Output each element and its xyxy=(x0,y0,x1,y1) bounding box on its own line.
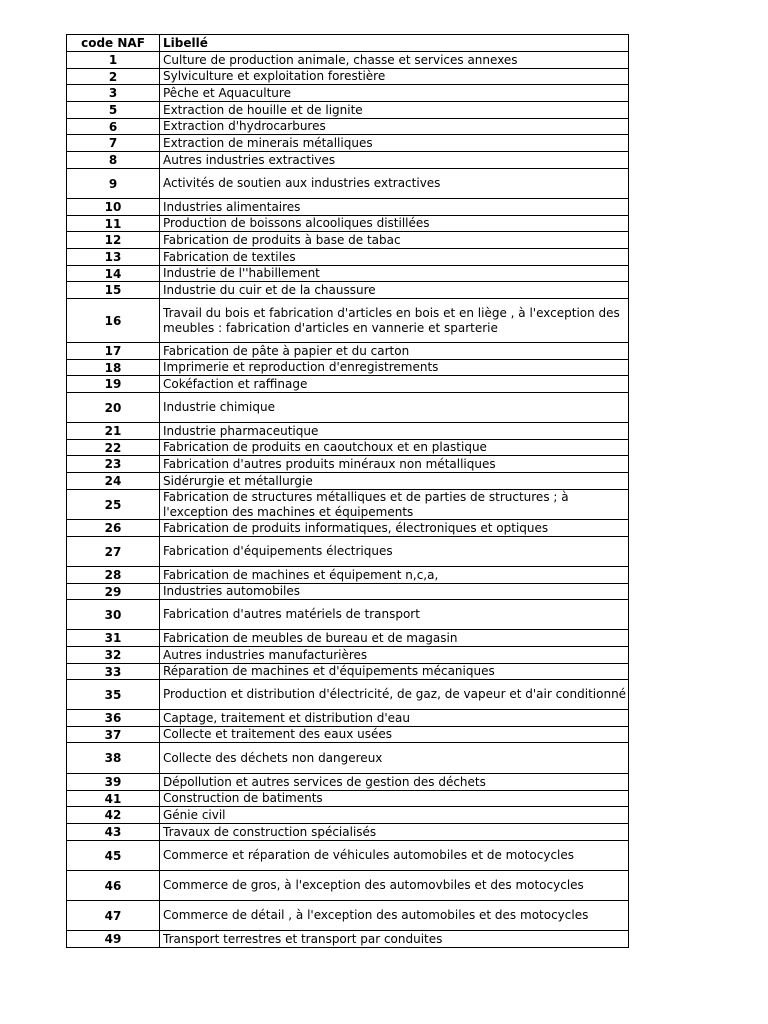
code-naf-cell: 3 xyxy=(67,85,160,101)
table-row xyxy=(67,630,628,647)
code-naf-cell: 43 xyxy=(67,824,160,840)
code-naf-cell: 9 xyxy=(67,169,160,198)
libelle-cell: Culture de production animale, chasse et services annexes xyxy=(163,52,518,67)
code-naf-cell: 30 xyxy=(67,600,160,629)
code-naf-cell: 33 xyxy=(67,664,160,679)
libelle-cell: Collecte des déchets non dangereux xyxy=(163,750,383,765)
code-naf-cell: 21 xyxy=(67,423,160,439)
libelle-cell: Fabrication d'équipements électriques xyxy=(163,544,393,558)
libelle-cell: Fabrication de machines et équipement n,c,a, xyxy=(163,567,439,582)
libelle-cell: Fabrication d'autres produits minéraux non métalliques xyxy=(163,456,496,471)
table-row xyxy=(67,343,628,360)
code-naf-cell: 20 xyxy=(67,393,160,422)
libelle-cell: Fabrication de produits à base de tabac xyxy=(163,232,401,247)
table-row xyxy=(67,69,628,85)
code-naf-cell: 29 xyxy=(67,584,160,599)
header-code-naf: code NAF xyxy=(67,35,160,51)
header-libelle: Libellé xyxy=(163,35,208,50)
table-row xyxy=(67,282,628,299)
libelle-cell: Pêche et Aquaculture xyxy=(163,85,291,100)
table-row xyxy=(67,490,628,520)
code-naf-cell: 11 xyxy=(67,216,160,231)
code-naf-cell: 31 xyxy=(67,630,160,646)
libelle-cell: Extraction d'hydrocarbures xyxy=(163,119,326,133)
libelle-cell: Industrie du cuir et de la chaussure xyxy=(163,282,376,297)
code-naf-cell: 38 xyxy=(67,743,160,773)
table-row xyxy=(67,600,628,630)
code-naf-cell: 37 xyxy=(67,727,160,742)
code-naf-cell: 19 xyxy=(67,376,160,392)
code-naf-cell: 27 xyxy=(67,537,160,566)
table-row xyxy=(67,791,628,807)
table-row xyxy=(67,440,628,456)
table-row xyxy=(67,710,628,727)
table-row xyxy=(67,249,628,266)
code-naf-cell: 35 xyxy=(67,680,160,709)
libelle-cell: Fabrication de textiles xyxy=(163,249,296,264)
table-row xyxy=(67,537,628,567)
table-row xyxy=(67,871,628,901)
libelle-cell: Extraction de houille et de lignite xyxy=(163,102,363,117)
libelle-cell: Industrie de l''habillement xyxy=(163,266,320,280)
libelle-cell: Fabrication de structures métalliques et de parties de structures ; à l'exception des machines et équipements xyxy=(163,489,569,519)
table-row xyxy=(67,931,628,947)
code-naf-cell: 39 xyxy=(67,774,160,790)
table-row xyxy=(67,841,628,871)
table-row xyxy=(67,135,628,152)
libelle-cell: Production et distribution d'électricité, de gaz, de vapeur et d'air conditionné xyxy=(163,687,627,701)
table-row xyxy=(67,584,628,600)
naf-code-table xyxy=(66,34,629,948)
table-row xyxy=(67,567,628,584)
table-row xyxy=(67,199,628,216)
code-naf-cell: 2 xyxy=(67,69,160,84)
libelle-cell: Captage, traitement et distribution d'eau xyxy=(163,710,411,725)
libelle-cell: Collecte et traitement des eaux usées xyxy=(163,727,392,741)
code-naf-cell: 23 xyxy=(67,456,160,472)
code-naf-cell: 47 xyxy=(67,901,160,930)
libelle-cell: Dépollution et autres services de gestion des déchets xyxy=(163,774,486,789)
table-row xyxy=(67,743,628,774)
table-row xyxy=(67,647,628,664)
table-row xyxy=(67,680,628,710)
code-naf-cell: 10 xyxy=(67,199,160,215)
table-row xyxy=(67,299,628,343)
libelle-cell: Travail du bois et fabrication d'articles en bois et en liège , à l'exception des meubles : fabrication d'articles en vannerie et sparterie xyxy=(163,305,620,335)
table-row xyxy=(67,376,628,393)
libelle-cell: Construction de batiments xyxy=(163,791,323,805)
libelle-cell: Industries automobiles xyxy=(163,584,300,598)
code-naf-cell: 26 xyxy=(67,520,160,536)
libelle-cell: Fabrication de pâte à papier et du carton xyxy=(163,343,410,358)
table-row xyxy=(67,232,628,249)
libelle-cell: Production de boissons alcooliques distillées xyxy=(163,216,430,230)
libelle-cell: Transport terrestres et transport par conduites xyxy=(163,931,443,946)
code-naf-cell: 8 xyxy=(67,152,160,168)
code-naf-cell: 46 xyxy=(67,871,160,900)
code-naf-cell: 13 xyxy=(67,249,160,265)
libelle-cell: Imprimerie et reproduction d'enregistrements xyxy=(163,360,439,374)
table-row xyxy=(67,727,628,743)
code-naf-cell: 12 xyxy=(67,232,160,248)
table-row xyxy=(67,473,628,490)
libelle-cell: Activités de soutien aux industries extractives xyxy=(163,176,441,190)
table-row xyxy=(67,423,628,440)
code-naf-cell: 42 xyxy=(67,807,160,823)
table-row xyxy=(67,85,628,102)
libelle-cell: Fabrication de produits en caoutchoux et en plastique xyxy=(163,440,487,454)
code-naf-cell: 41 xyxy=(67,791,160,806)
libelle-cell: Sidérurgie et métallurgie xyxy=(163,473,313,488)
code-naf-cell: 49 xyxy=(67,931,160,947)
table-row xyxy=(67,216,628,232)
code-naf-cell: 36 xyxy=(67,710,160,726)
libelle-cell: Industrie chimique xyxy=(163,400,275,414)
table-row xyxy=(67,102,628,119)
code-naf-cell: 28 xyxy=(67,567,160,583)
code-naf-cell: 18 xyxy=(67,360,160,375)
code-naf-cell: 45 xyxy=(67,841,160,870)
table-row xyxy=(67,664,628,680)
libelle-cell: Fabrication de produits informatiques, électroniques et optiques xyxy=(163,520,549,535)
code-naf-cell: 6 xyxy=(67,119,160,134)
libelle-cell: Autres industries extractives xyxy=(163,152,336,167)
libelle-cell: Industrie pharmaceutique xyxy=(163,423,319,438)
libelle-cell: Commerce de gros, à l'exception des automovbiles et des motocycles xyxy=(163,878,584,892)
table-row xyxy=(67,152,628,169)
libelle-cell: Commerce et réparation de véhicules automobiles et de motocycles xyxy=(163,848,575,862)
libelle-cell: Sylviculture et exploitation forestière xyxy=(163,69,386,83)
table-row xyxy=(67,119,628,135)
libelle-cell: Industries alimentaires xyxy=(163,199,301,214)
libelle-cell: Fabrication de meubles de bureau et de magasin xyxy=(163,630,458,645)
code-naf-cell: 25 xyxy=(67,490,160,519)
table-header-row xyxy=(67,35,628,52)
libelle-cell: Cokéfaction et raffinage xyxy=(163,376,308,391)
table-row xyxy=(67,774,628,791)
code-naf-cell: 17 xyxy=(67,343,160,359)
table-row xyxy=(67,901,628,931)
table-row xyxy=(67,824,628,841)
libelle-cell: Commerce de détail , à l'exception des automobiles et des motocycles xyxy=(163,908,589,922)
code-naf-cell: 14 xyxy=(67,266,160,281)
code-naf-cell: 5 xyxy=(67,102,160,118)
table-row xyxy=(67,520,628,537)
table-row xyxy=(67,169,628,199)
table-row xyxy=(67,52,628,69)
table-row xyxy=(67,807,628,824)
code-naf-cell: 32 xyxy=(67,647,160,663)
code-naf-cell: 15 xyxy=(67,282,160,298)
libelle-cell: Travaux de construction spécialisés xyxy=(163,824,377,839)
code-naf-cell: 7 xyxy=(67,135,160,151)
code-naf-cell: 24 xyxy=(67,473,160,489)
libelle-cell: Génie civil xyxy=(163,807,226,822)
table-row xyxy=(67,266,628,282)
libelle-cell: Réparation de machines et d'équipements mécaniques xyxy=(163,664,495,678)
libelle-cell: Autres industries manufacturières xyxy=(163,647,368,662)
table-row xyxy=(67,393,628,423)
libelle-cell: Fabrication d'autres matériels de transport xyxy=(163,607,420,621)
code-naf-cell: 16 xyxy=(67,299,160,342)
table-row xyxy=(67,456,628,473)
code-naf-cell: 22 xyxy=(67,440,160,455)
libelle-cell: Extraction de minerais métalliques xyxy=(163,135,373,150)
code-naf-cell: 1 xyxy=(67,52,160,68)
table-row xyxy=(67,360,628,376)
